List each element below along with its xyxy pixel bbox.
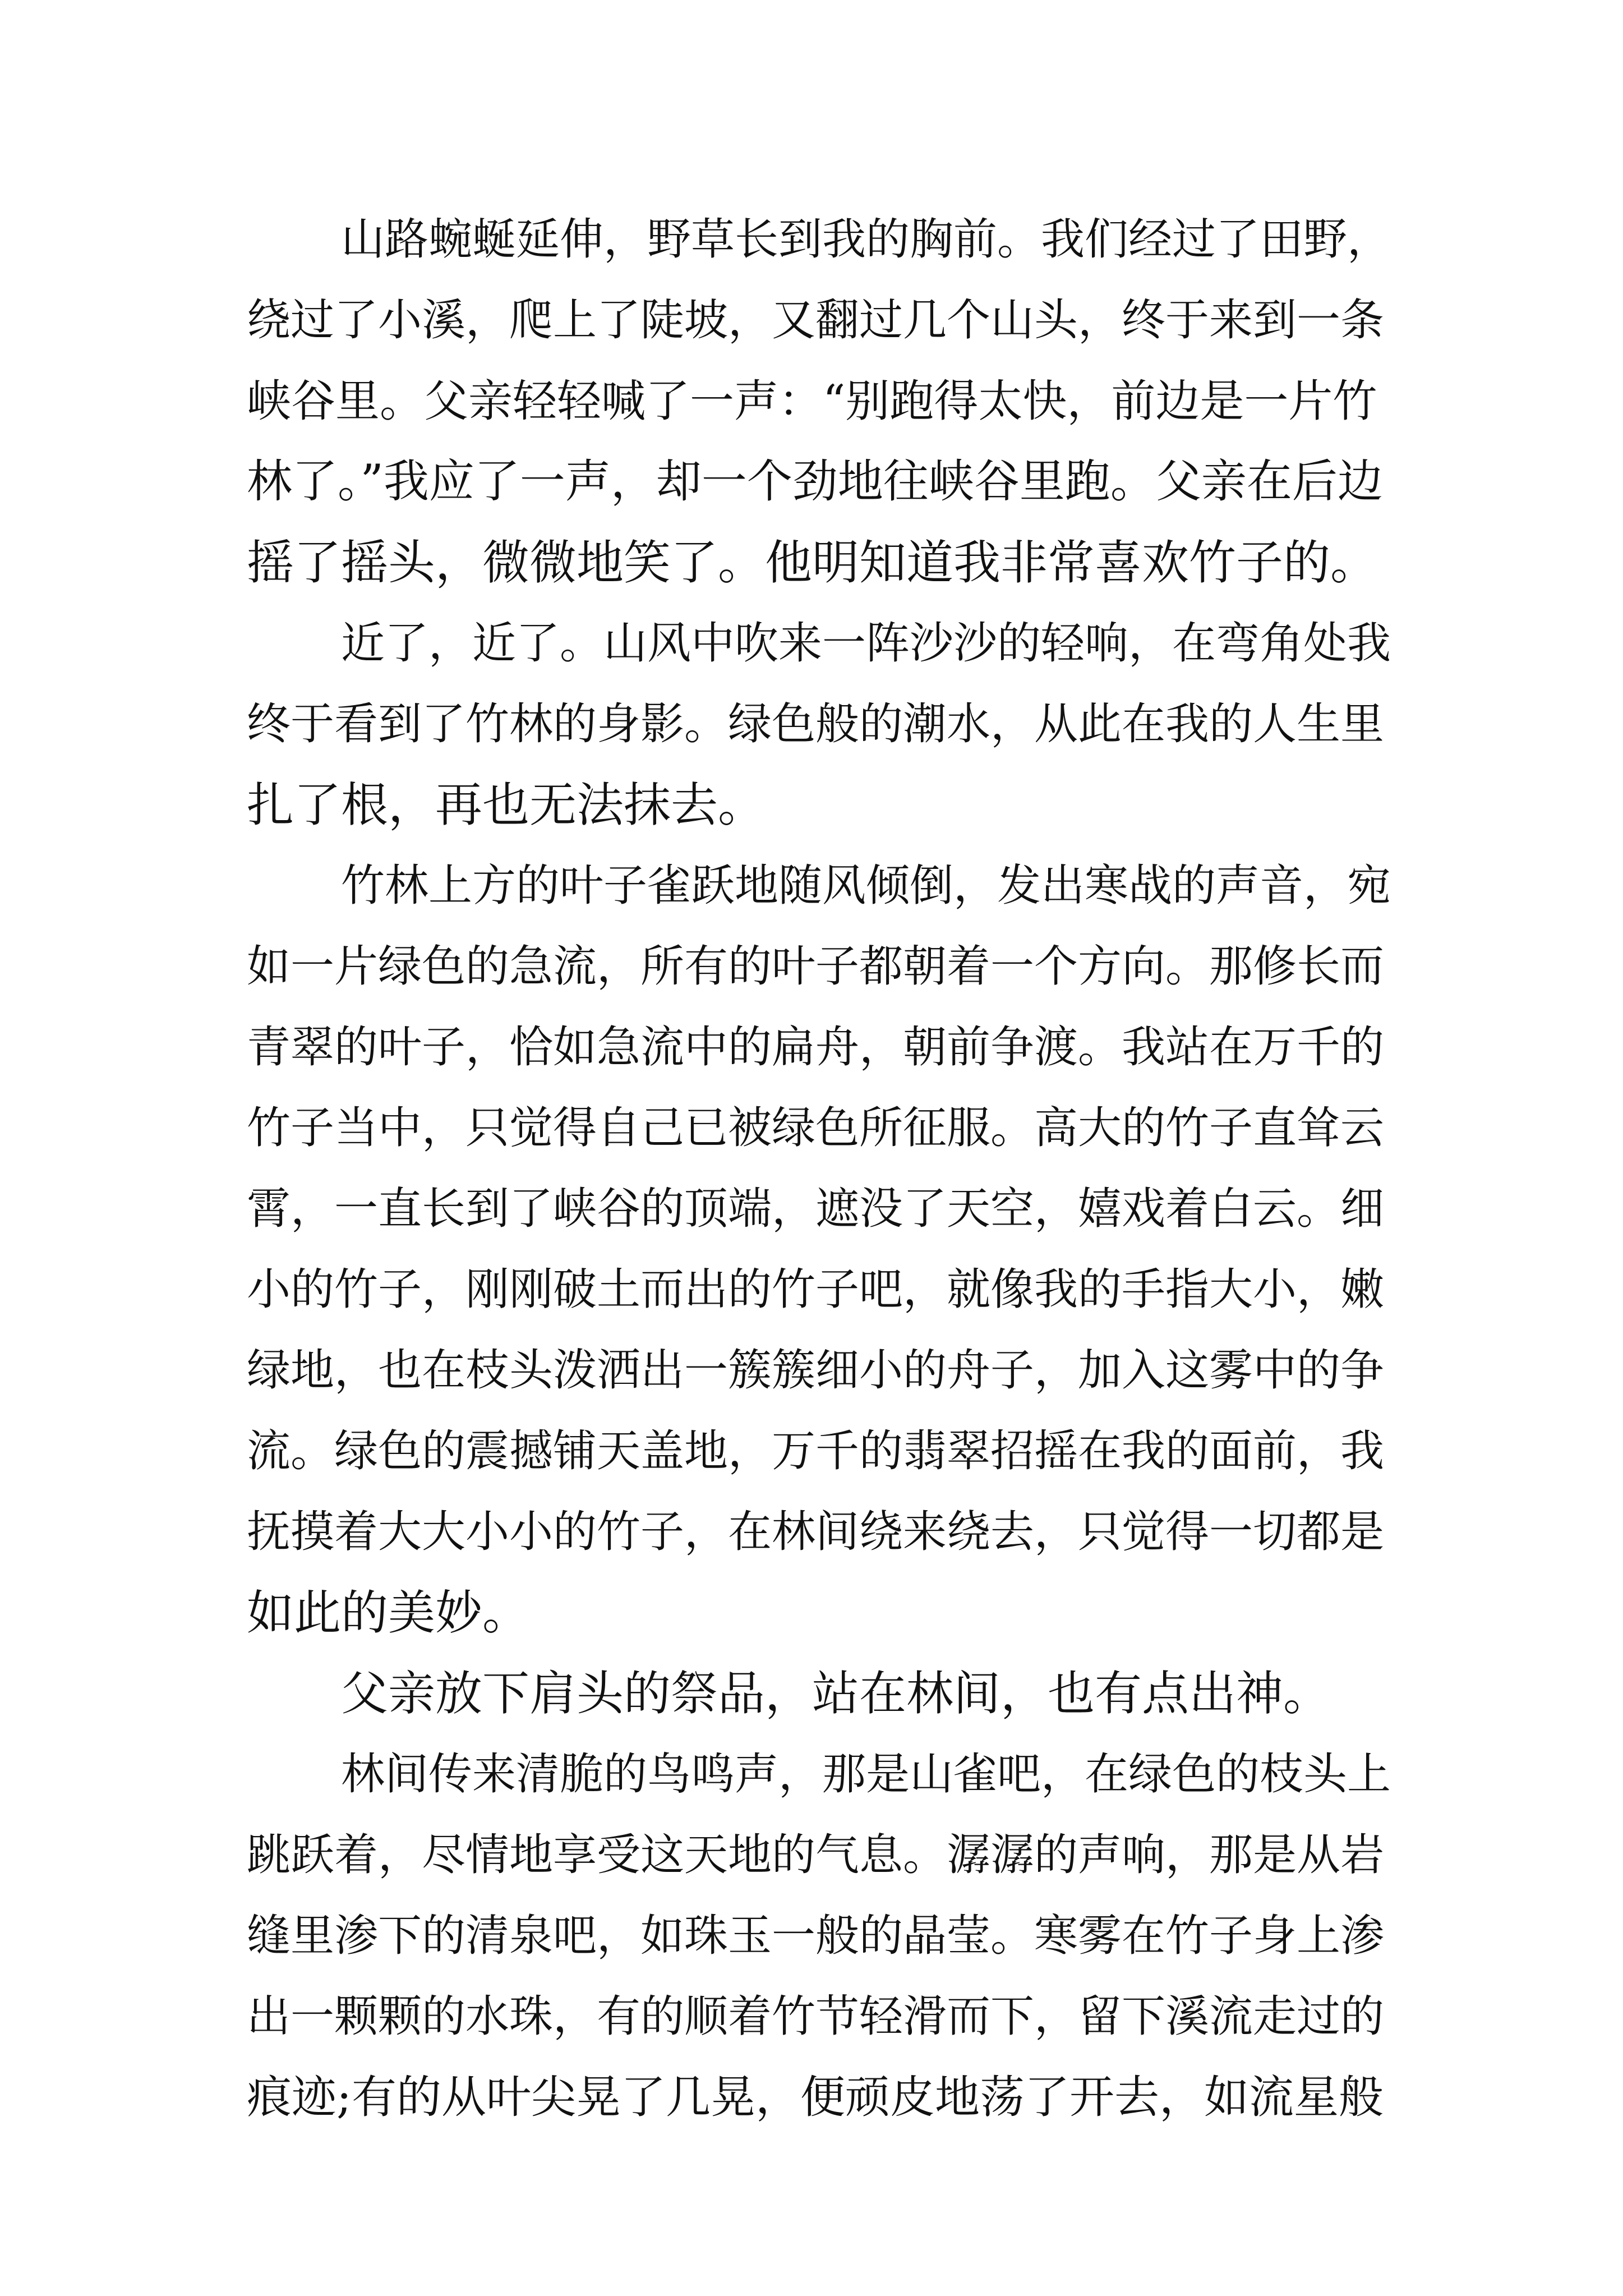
- text-line: 青翠的叶子，恰如急流中的扁舟，朝前争渡。我站在万千的: [247, 1022, 1385, 1073]
- text-line: 抚摸着大大小小的竹子，在林间绕来绕去，只觉得一切都是: [247, 1507, 1385, 1557]
- text-line: 林间传来清脆的鸟鸣声，那是山雀吧，在绿色的枝头上: [341, 1749, 1391, 1800]
- text-line: 缝里渗下的清泉吧，如珠玉一般的晶莹。寒雾在竹子身上渗: [247, 1911, 1385, 1961]
- text-line: 林了。”我应了一声，却一个劲地往峡谷里跑。父亲在后边: [247, 455, 1383, 508]
- text-line: 父亲放下肩头的祭品，站在林间，也有点出神。: [341, 1666, 1331, 1721]
- text-line: 绕过了小溪，爬上了陡坡，又翻过几个山头，终于来到一条: [247, 295, 1385, 346]
- text-line: 跳跃着，尽情地享受这天地的气息。潺潺的声响，那是从岩: [247, 1830, 1385, 1880]
- text-line: 小的竹子，刚刚破土而出的竹子吧，就像我的手指大小，嫩: [247, 1264, 1385, 1315]
- text-line: 山路蜿蜒延伸，野草长到我的胸前。我们经过了田野，: [341, 214, 1391, 265]
- text-line: 流。绿色的震撼铺天盖地，万千的翡翠招摇在我的面前，我: [247, 1426, 1385, 1476]
- text-line: 终于看到了竹林的身影。绿色般的潮水，从此在我的人生里: [247, 699, 1385, 749]
- text-line: 竹子当中，只觉得自己已被绿色所征服。高大的竹子直耸云: [247, 1103, 1385, 1153]
- article-text: [247, 199, 1391, 2138]
- text-line: 如此的美妙。: [247, 1585, 530, 1640]
- text-line: 痕迹;有的从叶尖晃了几晃，便顽皮地荡了开去，如流星般: [247, 2071, 1384, 2123]
- text-line: 如一片绿色的急流，所有的叶子都朝着一个方向。那修长而: [247, 941, 1385, 992]
- text-line: 峡谷里。父亲轻轻喊了一声：“别跑得太快，前边是一片竹: [247, 375, 1377, 427]
- text-line: 绿地，也在枝头泼洒出一簇簇细小的舟子，加入这雾中的争: [247, 1345, 1385, 1396]
- text-line: 出一颗颗的水珠，有的顺着竹节轻滑而下，留下溪流走过的: [247, 1991, 1385, 2042]
- text-line: 摇了摇头，微微地笑了。他明知道我非常喜欢竹子的。: [247, 535, 1378, 590]
- text-line: 近了，近了。山风中吹来一阵沙沙的轻响，在弯角处我: [341, 618, 1391, 669]
- text-line: 竹林上方的叶子雀跃地随风倾倒，发出寒战的声音，宛: [341, 861, 1391, 911]
- text-line: 扎了根，再也无法抹去。: [247, 777, 766, 832]
- text-line: 霄，一直长到了峡谷的顶端，遮没了天空，嬉戏着白云。细: [247, 1184, 1385, 1234]
